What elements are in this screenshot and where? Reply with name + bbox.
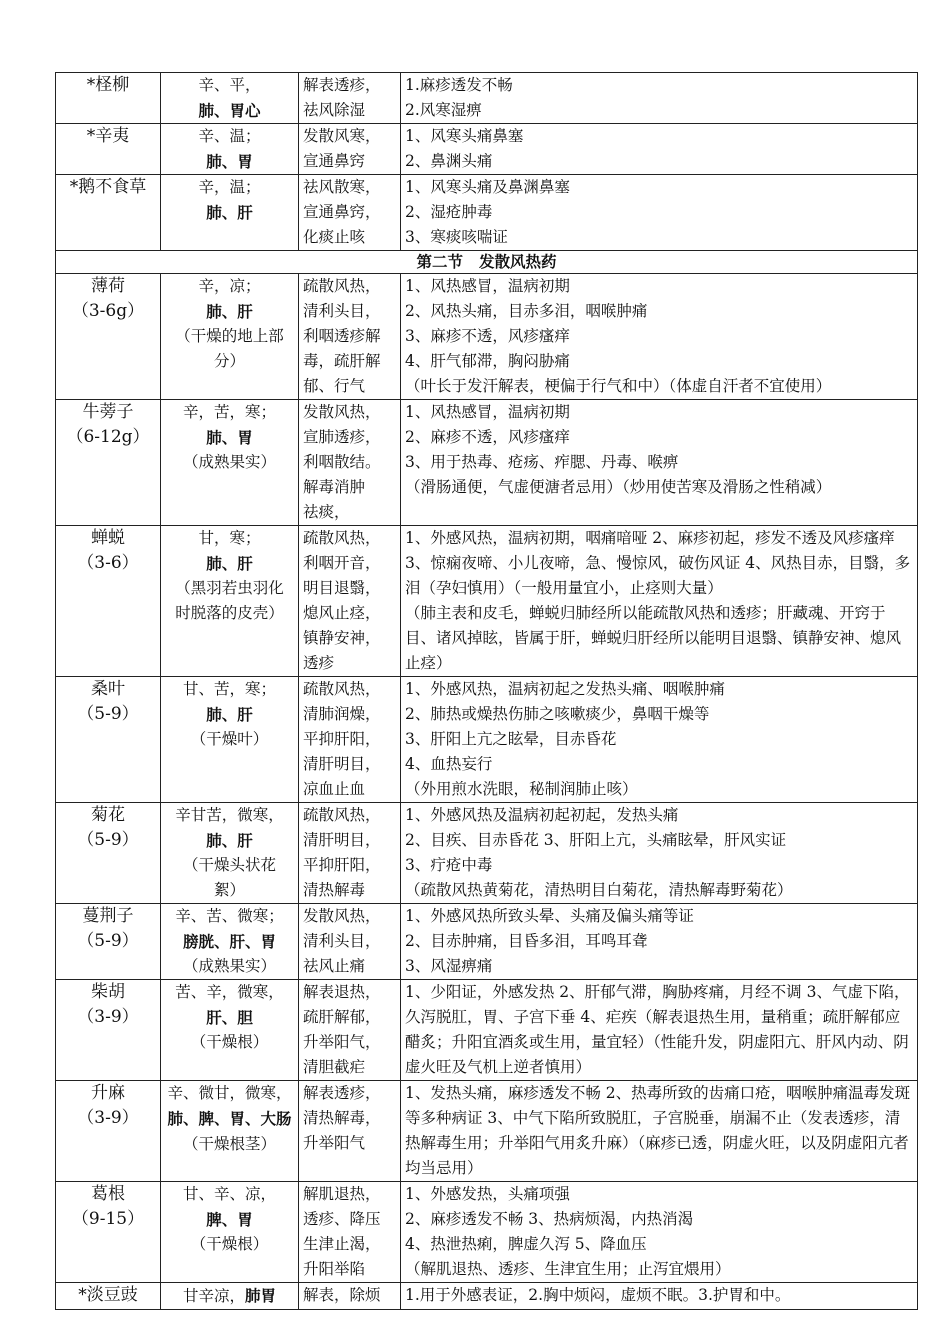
herb-functions (299, 274, 401, 400)
table-row (56, 904, 918, 980)
herb-function-line: 祛风除湿 (303, 101, 366, 119)
herb-function-line: 清肝明目， (303, 755, 381, 773)
section-label: 第二节 (416, 252, 463, 271)
herb-properties (161, 904, 299, 980)
herb-uses (401, 980, 918, 1081)
herb-uses (401, 124, 918, 175)
table-row (56, 175, 918, 251)
herb-meridian: 肺、胃心 (198, 101, 261, 120)
herb-function-line: 平抑肝阳， (303, 730, 381, 748)
herb-use-line: 2、目赤肿痛，目昏多泪，耳鸣耳聋 (405, 932, 648, 950)
herb-taste: 苦、辛，微寒， (175, 983, 284, 1001)
herb-use-line: （外用煎水洗眼，秘制润肺止咳） (405, 780, 638, 798)
herb-name: （3-6g） (71, 301, 145, 321)
herb-use-line: 3、用于热毒、疮疡、痄腮、丹毒、喉痹 (405, 453, 679, 471)
herb-uses (401, 175, 918, 251)
herb-name-cell (56, 175, 161, 251)
herb-name-cell (56, 274, 161, 400)
herb-function-line: 利咽散结。 (303, 453, 381, 471)
table-body-cool (56, 274, 918, 1283)
herb-meridian: 肺、胃 (206, 428, 253, 447)
herb-use-line: 1、发热头痛，麻疹透发不畅 2、热毒所致的齿痛口疮，咽喉肿痛温毒发斑等多种病证 3、中气下陷所致脱肛，子宫脱垂，崩漏不止（发表透疹，清热解毒生用；升举阳气用炙升麻）（麻疹已透，阴虚火旺，以及阴虚阳亢者均当忌用） (405, 1084, 911, 1177)
section-title: 发散风热药 (479, 252, 557, 271)
herb-function-line: 清利头目， (303, 932, 381, 950)
herb-uses (401, 1182, 918, 1283)
herb-taste: 甘，寒； (198, 529, 261, 547)
herb-name: 桑叶 (91, 679, 125, 699)
herb-functions (299, 980, 401, 1081)
herb-function-line: 宣肺透疹， (303, 428, 381, 446)
herb-meridian: 肺、胃 (206, 152, 253, 171)
herb-function-line: 郁、行气 (303, 377, 366, 395)
herb-name-cell (56, 1182, 161, 1283)
herb-functions (299, 677, 401, 803)
herb-name-cell (56, 124, 161, 175)
herb-uses (401, 73, 918, 124)
herb-function-line: 祛风止痛 (303, 957, 366, 975)
herb-use-line: （肺主表和皮毛，蝉蜕归肺经所以能疏散风热和透疹；肝藏魂、开窍于目、诸风掉眩，皆属于肝，蝉蜕归肝经所以能明目退翳、镇静安神、熄风止痉） (405, 604, 902, 672)
herb-part: （黑羽若虫羽化 (175, 579, 284, 597)
herb-use-line: 3、风湿痹痛 (405, 957, 493, 975)
herb-function-line: 明目退翳， (303, 579, 381, 597)
herb-taste: 辛、苦、微寒； (175, 907, 284, 925)
herb-function-line: 平抑肝阳， (303, 856, 381, 874)
herb-taste: 辛甘苦，微寒， (175, 806, 284, 824)
herb-functions (299, 400, 401, 526)
herb-use-line: 1.麻疹透发不畅 (405, 76, 513, 94)
herb-uses (401, 904, 918, 980)
herb-function-line: 生津止渴， (303, 1235, 381, 1253)
herb-functions (299, 526, 401, 677)
herb-functions (299, 175, 401, 251)
herb-use-line: 1、外感风热所致头晕、头痛及偏头痛等证 (405, 907, 694, 925)
herb-use-line: 1、外感风热及温病初起初起，发热头痛 (405, 806, 679, 824)
table-row (56, 1081, 918, 1182)
section-header-row (56, 251, 918, 274)
herb-name-cell (56, 677, 161, 803)
herb-function-line: 升举阳气 (303, 1134, 366, 1152)
herb-function-line: 宣通鼻窍 (303, 152, 366, 170)
herb-use-line: 3、肝阳上亢之眩晕，目赤昏花 (405, 730, 617, 748)
section-header (56, 251, 918, 274)
table-row (56, 1283, 918, 1310)
herb-properties (161, 175, 299, 251)
herb-part: （干燥的地上部 (175, 327, 284, 345)
herb-function-line: 凉血止血 (303, 780, 366, 798)
herb-taste: 辛、微甘，微寒， (167, 1084, 292, 1102)
herb-function-line: 熄风止痉， (303, 604, 381, 622)
herb-taste: 辛、温； (198, 127, 261, 145)
herb-use-line: 1、风热感冒，温病初期 (405, 403, 570, 421)
herb-meridian: 肺、肝 (206, 554, 253, 573)
herb-use-line: （叶长于发汗解表，梗偏于行气和中）（体虚自汗者不宜使用） (405, 377, 832, 395)
herb-functions (299, 1182, 401, 1283)
herb-name-cell (56, 1081, 161, 1182)
herb-properties (161, 1182, 299, 1283)
table-row (56, 274, 918, 400)
herb-name: 升麻 (91, 1083, 125, 1103)
herb-function-line: 疏散风热， (303, 529, 381, 547)
herb-function-line: 清肝明目， (303, 831, 381, 849)
herb-taste: 辛，凉； (198, 277, 261, 295)
herb-name-cell (56, 400, 161, 526)
herb-function-line: 升举阳气， (303, 1033, 381, 1051)
herb-use-line: 3、寒痰咳喘证 (405, 228, 508, 246)
herb-name: 柴胡 (91, 982, 125, 1002)
table-row (56, 1182, 918, 1283)
herb-function-line: 透疹、降压 (303, 1210, 381, 1228)
herb-use-line: 2、麻疹不透，风疹瘙痒 (405, 428, 570, 446)
herb-name: 蝉蜕 (91, 528, 125, 548)
herb-name: 牛蒡子 (82, 402, 134, 422)
herb-name: （3-9） (77, 1007, 139, 1027)
herb-meridian: 肺、肝 (206, 705, 253, 724)
herb-part: 分） (213, 352, 245, 370)
herb-meridian: 肺、肝 (206, 831, 253, 850)
herb-function-line: 疏肝解郁， (303, 1008, 381, 1026)
herb-use-line: 2、风热头痛，目赤多泪，咽喉肿痛 (405, 302, 648, 320)
herb-functions (299, 124, 401, 175)
herb-meridian: 肺、肝 (206, 203, 253, 222)
herb-function-line: 疏散风热， (303, 806, 381, 824)
herb-properties (161, 274, 299, 400)
herb-properties (161, 73, 299, 124)
herb-taste: 甘、辛、凉， (182, 1185, 276, 1203)
table-row (56, 677, 918, 803)
table-row (56, 526, 918, 677)
herb-use-line: 2、湿疮肿毒 (405, 203, 493, 221)
herb-functions: 解表，除烦 (299, 1283, 401, 1310)
table-body-warm (56, 73, 918, 251)
table-row (56, 124, 918, 175)
herb-name: *柽柳 (86, 75, 130, 95)
herb-use-line: 4、肝气郁滞，胸闷胁痛 (405, 352, 570, 370)
herb-use-line: 4、血热妄行 (405, 755, 493, 773)
herb-use-line: 4、热泄热痢，脾虚久泻 5、降血压 (405, 1235, 647, 1253)
table-row (56, 980, 918, 1081)
herb-meridian: 肝、胆 (206, 1008, 253, 1027)
herb-name: （9-15） (71, 1209, 145, 1229)
herb-function-line: 疏散风热， (303, 277, 381, 295)
herb-name: （6-12g） (66, 427, 150, 447)
herb-name-cell (56, 73, 161, 124)
herb-uses (401, 803, 918, 904)
herb-use-line: 1、外感风热，温病初期，咽痛喑哑 2、麻疹初起，疹发不透及风疹瘙痒 3、惊痫夜啼、小儿夜啼，急、慢惊风，破伤风证 4、风热目赤，目翳，多泪（孕妇慎用）（一般用量宜小，止痉则大量） (405, 529, 911, 597)
herb-function-line: 清热解毒， (303, 1109, 381, 1127)
herb-properties (161, 1081, 299, 1182)
herb-function-line: 解表退热， (303, 983, 381, 1001)
herb-uses (401, 677, 918, 803)
herb-function-line: 清肺润燥， (303, 705, 381, 723)
herb-meridian: 肺、脾、胃、大肠 (167, 1109, 292, 1128)
herb-function-line: 疏散风热， (303, 680, 381, 698)
herb-name: 菊花 (91, 805, 125, 825)
herb-name: （3-6） (77, 553, 139, 573)
herb-function-line: 发散风热， (303, 403, 381, 421)
herb-functions (299, 1081, 401, 1182)
herb-function-line: 利咽开音， (303, 554, 381, 572)
herb-properties (161, 526, 299, 677)
herb-uses (401, 274, 918, 400)
herb-properties: 甘辛凉，肺胃 (161, 1283, 299, 1310)
herb-function-line: 祛风散寒， (303, 178, 381, 196)
herb-use-line: 1、风热感冒，温病初期 (405, 277, 570, 295)
herb-function-line: 解肌退热， (303, 1185, 381, 1203)
herb-function-line: 清胆截疟 (303, 1058, 366, 1076)
herb-use-line: 3、疔疮中毒 (405, 856, 493, 874)
herb-function-line: 发散风寒， (303, 127, 381, 145)
herb-function-line: 解毒消肿 (303, 478, 366, 496)
herb-name-cell (56, 904, 161, 980)
herb-name: （5-9） (77, 704, 139, 724)
herb-properties (161, 980, 299, 1081)
herb-name: *鹅不食草 (69, 177, 147, 197)
herb-taste: 辛，温； (198, 178, 261, 196)
herb-properties (161, 677, 299, 803)
herb-name: 葛根 (91, 1184, 125, 1204)
herb-use-line: 2.风寒湿痹 (405, 101, 482, 119)
herb-part: （干燥根） (190, 1235, 269, 1253)
herb-part: （干燥头状花 (182, 856, 276, 874)
herb-use-line: 1、外感发热，头痛项强 (405, 1185, 570, 1203)
table-body-last (56, 1283, 918, 1310)
herb-function-line: 解表透疹， (303, 76, 381, 94)
herb-use-line: （疏散风热黄菊花，清热明目白菊花，清热解毒野菊花） (405, 881, 793, 899)
herb-functions (299, 803, 401, 904)
herb-properties (161, 803, 299, 904)
herb-use-line: 3、麻疹不透，风疹瘙痒 (405, 327, 570, 345)
herb-part: （成熟果实） (182, 453, 276, 471)
herb-function-line: 清热解毒 (303, 881, 366, 899)
herb-name: （5-9） (77, 830, 139, 850)
herb-part: （干燥根茎） (182, 1135, 276, 1153)
herb-function-line: 解表透疹， (303, 1084, 381, 1102)
herb-use-line: 1、风寒头痛及鼻渊鼻塞 (405, 178, 570, 196)
herb-taste: 辛，苦，寒； (182, 403, 276, 421)
herb-use-line: 2、鼻渊头痛 (405, 152, 493, 170)
herb-use-line: 1、外感风热，温病初起之发热头痛、咽喉肿痛 (405, 680, 725, 698)
herb-name: *辛夷 (86, 126, 130, 146)
herb-use-line: 1、少阳证，外感发热 2、肝郁气滞，胸胁疼痛，月经不调 3、气虚下陷，久泻脱肛，胃、子宫下垂 4、疟疾（解表退热生用，量稍重；疏肝解郁应醋炙；升阳宜酒炙或生用，量宜轻）（性能升发，阴虚阳亢、肝风内动、阴虚火旺及气机上逆者慎用） (405, 983, 910, 1076)
herb-meridian: 肺、肝 (206, 302, 253, 321)
herb-meridian: 肺胃 (245, 1286, 277, 1305)
herb-function-line: 镇静安神， (303, 629, 381, 647)
herb-uses (401, 526, 918, 677)
herb-function-line: 祛痰， (303, 503, 350, 521)
herb-part: 时脱落的皮壳） (175, 604, 284, 622)
herb-name: 蔓荆子 (82, 906, 134, 926)
herb-function-line: 发散风热， (303, 907, 381, 925)
herb-uses: 1.用于外感表证，2.胸中烦闷，虚烦不眠。3.护胃和中。 (401, 1283, 918, 1310)
table-row (56, 73, 918, 124)
herb-name: （3-9） (77, 1108, 139, 1128)
herb-meridian: 膀胱、肝、胃 (182, 932, 276, 951)
herb-name: *淡豆豉 (56, 1283, 161, 1310)
herb-function-line: 升阳举陷 (303, 1260, 366, 1278)
herb-use-line: （滑肠通便，气虚便溏者忌用）（炒用使苦寒及滑肠之性稍减） (405, 478, 832, 496)
herb-meridian: 脾、胃 (206, 1210, 253, 1229)
table-row (56, 803, 918, 904)
herb-part: （干燥根） (190, 1033, 269, 1051)
herb-part: （成熟果实） (182, 957, 276, 975)
herb-function-line: 利咽透疹解 (303, 327, 381, 345)
herb-use-line: 1、风寒头痛鼻塞 (405, 127, 524, 145)
herb-use-line: 2、肺热或燥热伤肺之咳嗽痰少，鼻咽干燥等 (405, 705, 710, 723)
herb-properties (161, 400, 299, 526)
herb-use-line: （解肌退热、透疹、生津宜生用；止泻宜煨用） (405, 1260, 731, 1278)
herb-functions (299, 904, 401, 980)
herb-taste: 辛、平， (198, 76, 261, 94)
section-header-body (56, 251, 918, 274)
herb-taste: 甘、苦，寒； (182, 680, 276, 698)
herb-use-line: 2、麻疹透发不畅 3、热病烦渴，内热消渴 (405, 1210, 694, 1228)
herb-function-line: 透疹 (303, 654, 335, 672)
herb-name-cell (56, 526, 161, 677)
herb-function-line: 清利头目， (303, 302, 381, 320)
herb-part: 絮） (213, 881, 245, 899)
herb-function-line: 毒，疏肝解 (303, 352, 381, 370)
herb-uses (401, 400, 918, 526)
herb-properties (161, 124, 299, 175)
herb-name-cell (56, 980, 161, 1081)
herb-uses (401, 1081, 918, 1182)
herb-function-line: 宣通鼻窍， (303, 203, 381, 221)
herb-name: （5-9） (77, 931, 139, 951)
herb-name-cell (56, 803, 161, 904)
herb-name: 薄荷 (91, 276, 125, 296)
table-row (56, 400, 918, 526)
herb-function-line: 化痰止咳 (303, 228, 366, 246)
herb-part: （干燥叶） (190, 730, 269, 748)
herb-functions (299, 73, 401, 124)
herb-table (55, 72, 918, 1310)
herb-use-line: 2、目疾、目赤昏花 3、肝阳上亢，头痛眩晕，肝风实证 (405, 831, 787, 849)
